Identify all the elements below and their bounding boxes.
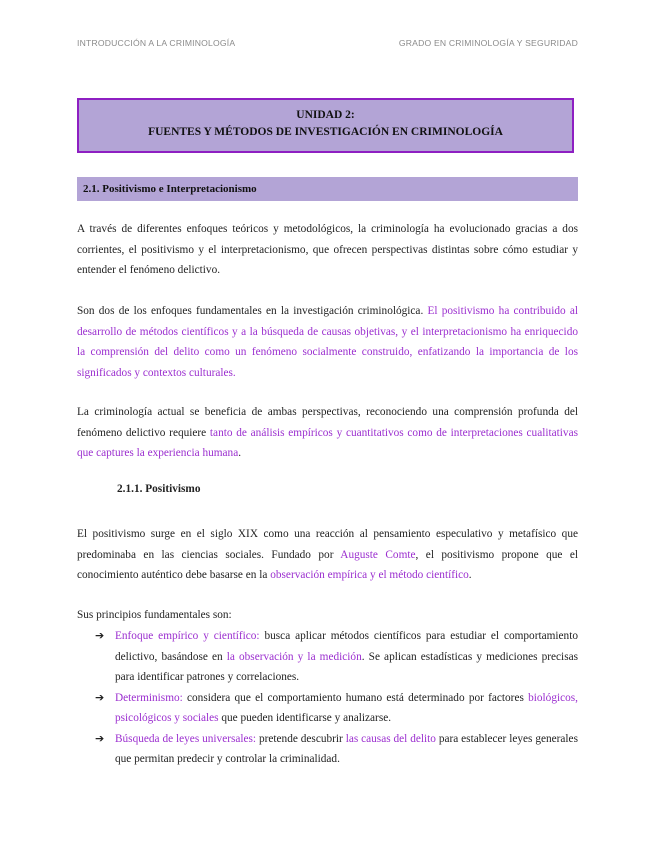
principles-list <box>95 626 578 770</box>
highlighted-text: las causas del delito <box>345 732 436 745</box>
arrow-bullet-icon: ➔ <box>95 629 105 642</box>
section-heading: 2.1. Positivismo e Interpretacionismo <box>77 177 578 201</box>
header-course-title: INTRODUCCIÓN A LA CRIMINOLOGÍA <box>77 38 236 48</box>
subsection-heading: 2.1.1. Positivismo <box>117 483 201 495</box>
highlighted-text: la observación y la medición <box>226 650 362 663</box>
paragraph-text: . <box>238 447 242 459</box>
paragraph-intro: A través de diferentes enfoques teóricos y metodológicos, la criminología ha evolucionado gracias a dos corrientes, el positivismo y el interpretacionismo, que ofrecen perspectivas distintas sobre cómo estudiar y entender el fenómeno delictivo. <box>77 223 578 276</box>
highlighted-text: Determinismo: <box>115 691 183 704</box>
highlighted-text: El positivismo ha contribuido al desarrollo de métodos científicos y a la búsqueda de causas objetivas, y el interpretacionismo ha enriquecido la comprensión del delito como un fenómeno socialmente construido, enfatizando la importancia de los significados y contextos culturales. <box>77 305 578 379</box>
paragraph-approaches <box>77 301 578 383</box>
arrow-bullet-icon: ➔ <box>95 731 105 745</box>
header-degree-title: GRADO EN CRIMINOLOGÍA Y SEGURIDAD <box>398 38 578 48</box>
paragraph-text: , el positivismo propone que el conocimiento auténtico debe basarse en la <box>77 548 578 581</box>
highlighted-text: Enfoque empírico y científico: <box>115 630 260 642</box>
paragraph-current <box>77 402 578 464</box>
list-item-text: que pueden identificarse y analizarse. <box>218 712 392 724</box>
list-item-text: pretende descubrir <box>256 732 346 745</box>
list-item <box>95 688 578 729</box>
highlighted-text: Auguste Comte <box>340 548 416 561</box>
highlighted-text: biológicos, psicológicos y sociales <box>115 691 578 724</box>
principles-intro: Sus principios fundamentales son: <box>77 609 232 621</box>
unit-title: FUENTES Y MÉTODOS DE INVESTIGACIÓN EN CRIMINOLOGÍA <box>148 126 503 138</box>
unit-title-box <box>77 98 574 153</box>
paragraph-text: Son dos de los enfoques fundamentales en la investigación criminológica. <box>77 305 428 317</box>
highlighted-text: observación empírica y el método científico <box>270 569 469 581</box>
list-item-text: considera que el comportamiento humano está determinado por factores <box>182 691 529 704</box>
list-item-text: busca aplicar métodos científicos para estudiar el comportamiento delictivo, basándose en <box>115 630 578 663</box>
arrow-bullet-icon: ➔ <box>95 690 105 704</box>
paragraph-positivismo <box>77 524 578 586</box>
list-item-text: para establecer leyes generales que permitan predecir y controlar la criminalidad. <box>115 732 578 765</box>
highlighted-text: tanto de análisis empíricos y cuantitativos como de interpretaciones cualitativas que captures la experiencia humana <box>77 426 578 459</box>
paragraph-text: . <box>468 569 472 581</box>
paragraph-text: La criminología actual se beneficia de ambas perspectivas, reconociendo una comprensión profunda del fenómeno delictivo requiere <box>77 406 578 439</box>
list-item <box>95 729 578 770</box>
list-item-text: . Se aplican estadísticas y mediciones precisas para identificar patrones y correlaciones. <box>115 650 578 683</box>
list-item <box>95 626 578 688</box>
highlighted-text: Búsqueda de leyes universales: <box>115 732 257 745</box>
paragraph-text: El positivismo surge en el siglo XIX como una reacción al pensamiento especulativo y metafísico que predominaba en las ciencias sociales. Fundado por <box>77 528 578 561</box>
unit-number: UNIDAD 2: <box>296 109 355 121</box>
